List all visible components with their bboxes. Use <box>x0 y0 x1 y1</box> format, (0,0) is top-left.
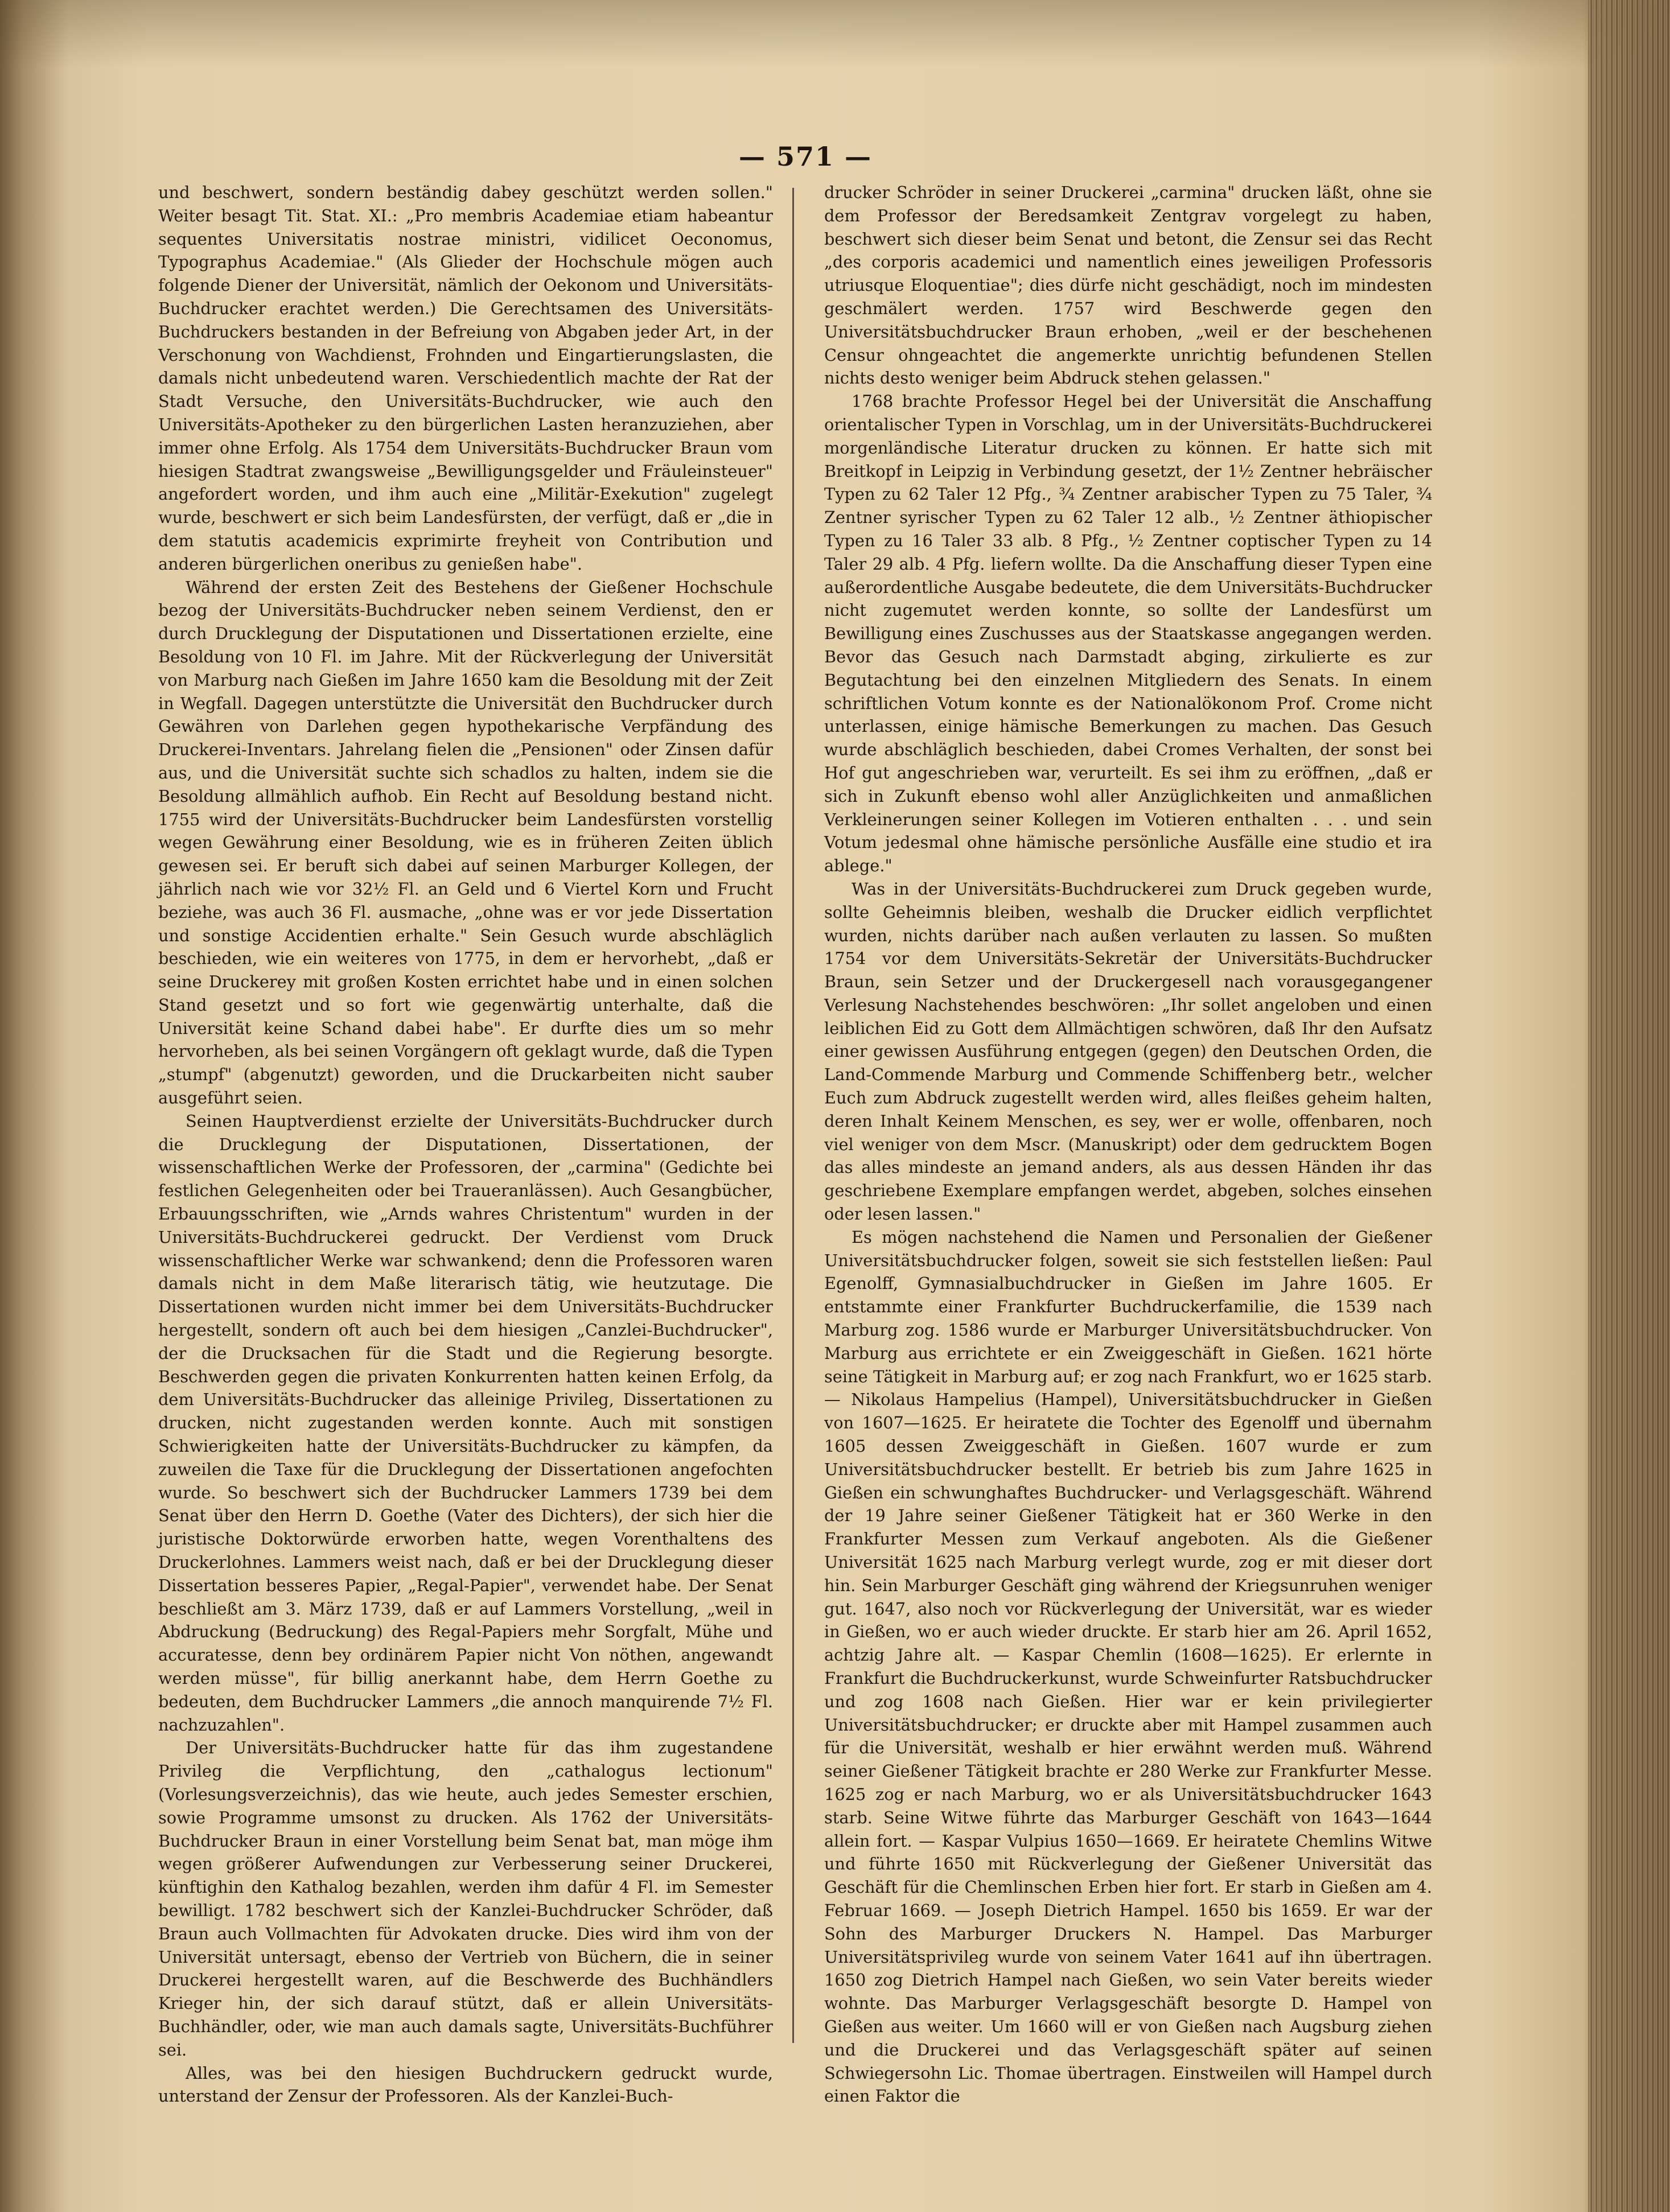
paragraph: Was in der Universitäts-Buchdruckerei zum Druck gegeben wurde, sollte Geheimnis bleiben, weshalb die Drucker eidlich verpflichtet wurden, nichts darüber nach außen verlauten zu lassen. So mußten 1754 vor dem Universitäts-Sekretär der Universitäts-Buchdrucker Braun, sein Setzer und der Druckergesell nach vorausgegangener Verlesung Nachstehendes beschwören: „Ihr sollet angeloben und einen leiblichen Eid zu Gott dem Allmächtigen schwören, daß Ihr den Aufsatz einer gewissen Ausführung entgegen (gegen) den Deutschen Orden, die Land-Commende Marburg und Commende Schiffenberg betr., welcher Euch zum Abdruck zugestellt werden wird, alles fleißes geheim halten, deren Inhalt Keinem Menschen, es sey, wer er wolle, offenbaren, noch viel weniger von dem Mscr. (Manuskript) oder dem gedrucktem Bogen das alles mindeste an jemand anders, als aus dessen Händen ihr das geschriebene Exemplare empfangen werdet, abgeben, solches einsehen oder lesen lassen." <box>824 879 1432 1224</box>
paragraph: 1768 brachte Professor Hegel bei der Universität die Anschaffung orientalischer Typen in Vorschlag, um in der Universitäts-Buchdruckerei morgenländische Literatur drucken zu können. Er hatte sich mit Breitkopf in Leipzig in Verbindung gesetzt, der 1½ Zentner hebräischer Typen zu 62 Taler 12 Pfg., ¾ Zentner arabischer Typen zu 75 Taler, ¾ Zentner syrischer Typen zu 62 Taler 12 alb., ½ Zentner äthiopischer Typen zu 16 Taler 33 alb. 8 Pfg., ½ Zentner coptischer Typen zu 14 Taler 29 alb. 4 Pfg. liefern wollte. Da die Anschaffung dieser Typen eine außerordentliche Ausgabe bedeutete, die dem Universitäts-Buchdrucker nicht zugemutet werden konnte, so sollte der Landesfürst um Bewilligung eines Zuschusses aus der Staatskasse angegangen werden. Bevor das Gesuch nach Darmstadt abging, zirkulierte es zur Begutachtung bei den einzelnen Mitgliedern des Senats. In einem schriftlichen Votum konnte es der Nationalökonom Prof. Crome nicht unterlassen, einige hämische Bemerkungen zu machen. Das Gesuch wurde abschläglich beschieden, dabei Cromes Verhalten, der sonst bei Hof gut angeschrieben war, verurteilt. Es sei ihm zu eröffnen, „daß er sich in Zukunft ebenso wohl aller Anzüglichkeiten und anmaßlichen Verkleinerungen seiner Kollegen im Votieren enthalten . . . und sein Votum jedesmal ohne hämische persönliche Ausfälle eine studio et ira ablege." <box>824 392 1432 876</box>
paragraph: Während der ersten Zeit des Bestehens der Gießener Hochschule bezog der Universitäts-Buchdrucker neben seinem Verdienst, den er durch Drucklegung der Disputationen und Dissertationen erzielte, eine Besoldung von 10 Fl. im Jahre. Mit der Rückverlegung der Universität von Marburg nach Gießen im Jahre 1650 kam die Besoldung mit der Zeit in Wegfall. Dagegen unterstützte die Universität den Buchdrucker durch Gewähren von Darlehen gegen hypothekarische Verpfändung des Druckerei-Inventars. Jahrelang fielen die „Pensionen" oder Zinsen dafür aus, und die Universität suchte sich schadlos zu halten, indem sie die Besoldung allmählich aufhob. Ein Recht auf Besoldung bestand nicht. 1755 wird der Universitäts-Buchdrucker beim Landesfürsten vorstellig wegen Gewährung einer Besoldung, wie es in früheren Zeiten üblich gewesen sei. Er beruft sich dabei auf seinen Marburger Kollegen, der jährlich nach wie vor 32½ Fl. an Geld und 6 Viertel Korn und Frucht beziehe, was auch 36 Fl. ausmache, „ohne was er vor jede Dissertation und sonstige Accidentien erhalte." Sein Gesuch wurde abschläglich beschieden, wie ein weiteres von 1775, in dem er hervorhebt, „daß er seine Druckerey mit großen Kosten errichtet habe und in einen solchen Stand gesetzt und so fort wie gegenwärtig unterhalte, daß die Universität keine Schand dabei habe". Er durfte dies um so mehr hervorheben, als bei seinen Vorgängern oft geklagt wurde, daß die Typen „stumpf" (abgenutzt) geworden, und die Druckarbeiten nicht sauber ausgeführt seien. <box>158 577 773 1108</box>
paragraph: und beschwert, sondern beständig dabey geschützt werden sollen." Weiter besagt Tit. Stat. XI.: „Pro membris Academiae etiam habeantur sequentes Universitatis nostrae ministri, vidilicet Oeconomus, Typographus Academiae." (Als Glieder der Hochschule mögen auch folgende Diener der Universität, nämlich der Oekonom und Universitäts-Buchdrucker erachtet werden.) Die Gerechtsamen des Universitäts-Buchdruckers bestanden in der Befreiung von Abgaben jeder Art, in der Verschonung von Wachdienst, Frohnden und Eingartierungslasten, die damals nicht unbedeutend waren. Verschiedentlich machte der Rat der Stadt Versuche, den Universitäts-Buchdrucker, wie auch den Universitäts-Apotheker zu den bürgerlichen Lasten heranzuziehen, aber immer ohne Erfolg. Als 1754 dem Universitäts-Buchdrucker Braun vom hiesigen Stadtrat zwangsweise „Bewilligungsgelder und Fräuleinsteuer" angefordert worden, und ihm auch eine „Militär-Exekution" zugelegt wurde, beschwert er sich beim Landesfürsten, der verfügt, daß er „die in dem statutis academicis exprimirte freyheit von Contribution und anderen bürgerlichen oneribus zu genießen habe". <box>158 183 773 574</box>
right-text-column <box>824 181 1432 2106</box>
left-text-column <box>158 181 773 2106</box>
paragraph: Alles, was bei den hiesigen Buchdruckern gedruckt wurde, unterstand der Zensur der Professoren. Als der Kanzlei-Buch- <box>158 2063 773 2106</box>
paragraph: Seinen Hauptverdienst erzielte der Universitäts-Buchdrucker durch die Drucklegung der Disputationen, Dissertationen, der wissenschaftlichen Werke der Professoren, der „carmina" (Gedichte bei festlichen Gelegenheiten oder bei Traueranlässen). Auch Gesangbücher, Erbauungsschriften, wie „Arnds wahres Christentum" wurden in der Universitäts-Buchdruckerei gedruckt. Der Verdienst vom Druck wissenschaftlicher Werke war schwankend; denn die Professoren waren damals nicht in dem Maße literarisch tätig, wie heutzutage. Die Dissertationen wurden nicht immer bei dem Universitäts-Buchdrucker hergestellt, sondern oft auch bei dem hiesigen „Canzlei-Buchdrucker", der die Drucksachen für die Stadt und die Regierung besorgte. Beschwerden gegen die privaten Konkurrenten hatten keinen Erfolg, da dem Universitäts-Buchdrucker das alleinige Privileg, Dissertationen zu drucken, nicht zugestanden werden konnte. Auch mit sonstigen Schwierigkeiten hatte der Universitäts-Buchdrucker zu kämpfen, da zuweilen die Taxe für die Drucklegung der Dissertationen angefochten wurde. So beschwert sich der Buchdrucker Lammers 1739 bei dem Senat über den Herrn D. Goethe (Vater des Dichters), der sich hier die juristische Doktorwürde erworben hatte, wegen Vorenthaltens des Druckerlohnes. Lammers weist nach, daß er bei der Drucklegung dieser Dissertation besseres Papier, „Regal-Papier", verwendet habe. Der Senat beschließt am 3. März 1739, daß er auf Lammers Vorstellung, „weil in Abdruckung (Bedruckung) des Regal-Papiers mehr Sorgfalt, Mühe und accuratesse, denn bey ordinärem Papier nicht Von nöthen, angewandt werden müsse", für billig anerkannt habe, dem Herrn Goethe zu bedeuten, dem Buchdrucker Lammers „die annoch manquirende 7½ Fl. nachzuzahlen". <box>158 1111 773 1735</box>
paragraph: Der Universitäts-Buchdrucker hatte für das ihm zugestandene Privileg die Verpflichtung, den „cathalogus lectionum" (Vorlesungsverzeichnis), das wie heute, auch jedes Semester erschien, sowie Programme umsonst zu drucken. Als 1762 der Universitäts-Buchdrucker Braun in einer Vorstellung beim Senat bat, man möge ihm wegen größerer Aufwendungen zur Verbesserung seiner Druckerei, künftighin den Kathalog bezahlen, werden ihm dafür 4 Fl. im Semester bewilligt. 1782 beschwert sich der Kanzlei-Buchdrucker Schröder, daß Braun auch Vollmachten für Advokaten drucke. Dies wird ihm von der Universität untersagt, ebenso der Vertrieb von Büchern, die in seiner Druckerei hergestellt waren, auf die Beschwerde des Buchhändlers Krieger hin, der sich darauf stützt, daß er allein Universitäts-Buchhändler, oder, wie man auch damals sagte, Universitäts-Buchführer sei. <box>158 1738 773 2059</box>
page-number: — 571 — <box>738 141 873 172</box>
page-shadow <box>0 0 1670 68</box>
paragraph: Es mögen nachstehend die Namen und Personalien der Gießener Universitätsbuchdrucker folgen, soweit sie sich feststellen ließen: Paul Egenolff, Gymnasialbuchdrucker in Gießen im Jahre 1605. Er entstammte einer Frankfurter Buchdruckerfamilie, die 1539 nach Marburg zog. 1586 wurde er Marburger Universitätsbuchdrucker. Von Marburg aus errichtete er ein Zweiggeschäft in Gießen. 1621 hörte seine Tätigkeit in Marburg auf; er zog nach Frankfurt, wo er 1625 starb. — Nikolaus Hampelius (Hampel), Universitätsbuchdrucker in Gießen von 1607—1625. Er heiratete die Tochter des Egenolff und übernahm 1605 dessen Zweiggeschäft in Gießen. 1607 wurde er zum Universitätsbuchdrucker bestellt. Er betrieb bis zum Jahre 1625 in Gießen ein schwunghaftes Buchdrucker- und Verlagsgeschäft. Während der 19 Jahre seiner Gießener Tätigkeit hat er 360 Werke in den Frankfurter Messen zum Verkauf angeboten. Als die Gießener Universität 1625 nach Marburg verlegt wurde, zog er mit dieser dort hin. Sein Marburger Geschäft ging während der Kriegsunruhen weniger gut. 1647, also noch vor Rückverlegung der Universität, war es wieder in Gießen, wo er auch wieder druckte. Er starb hier am 26. April 1652, achtzig Jahre alt. — Kaspar Chemlin (1608—1625). Er erlernte in Frankfurt die Buchdruckerkunst, wurde Schweinfurter Ratsbuchdrucker und zog 1608 nach Gießen. Hier war er kein privilegierter Universitätsbuchdrucker; er druckte aber mit Hampel zusammen auch für die Universität, weshalb er hier erwähnt werden muß. Während seiner Gießener Tätigkeit brachte er 280 Werke zur Frankfurter Messe. 1625 zog er nach Marburg, wo er als Universitätsbuchdrucker 1643 starb. Seine Witwe führte das Marburger Geschäft von 1643—1644 allein fort. — Kaspar Vulpius 1650—1669. Er heiratete Chemlins Witwe und führte 1650 mit Rückverlegung der Gießener Universität das Geschäft für die Chemlinschen Erben hier fort. Er starb in Gießen am 4. Februar 1669. — Joseph Dietrich Hampel. 1650 bis 1659. Er war der Sohn des Marburger Druckers N. Hampel. Das Marburger Universitätsprivileg wurde von seinem Vater 1641 auf ihn übertragen. 1650 zog Dietrich Hampel nach Gießen, wo sein Vater bereits wieder wohnte. Das Marburger Verlagsgeschäft besorgte D. Hampel von Gießen aus weiter. Um 1660 will er von Gießen nach Augsburg ziehen und die Druckerei und das Verlagsgeschäft später auf seinen Schwiegersohn Lic. Thomae übertragen. Einstweilen will Hampel durch einen Faktor die <box>824 1227 1432 2106</box>
column-divider <box>792 188 794 2043</box>
book-page-edges <box>1588 0 1670 2212</box>
paragraph: drucker Schröder in seiner Druckerei „carmina" drucken läßt, ohne sie dem Professor der Beredsamkeit Zentgrav vorgelegt zu haben, beschwert sich dieser beim Senat und betont, die Zensur sei das Recht „des corporis academici und namentlich eines jeweiligen Professoris utriusque Eloquentiae"; dies dürfe nicht geschädigt, noch im mindesten geschmälert werden. 1757 wird Beschwerde gegen den Universitätsbuchdrucker Braun erhoben, „weil er der beschehenen Censur ohngeachtet die angemerkte unrichtig befundenen Stellen nichts desto weniger beim Abdruck stehen gelassen." <box>824 183 1432 388</box>
